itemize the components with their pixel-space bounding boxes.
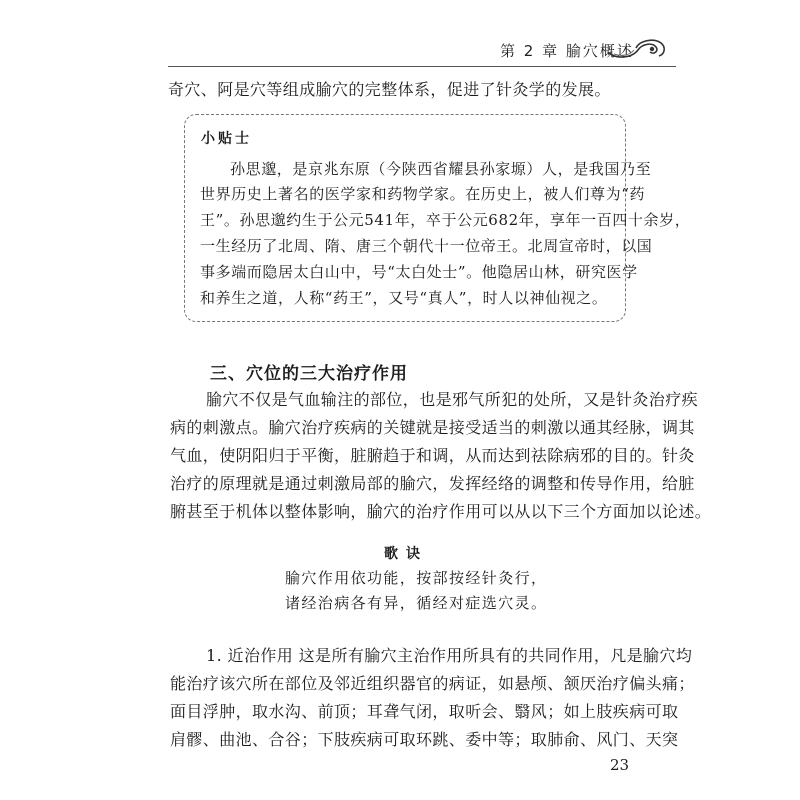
page-number: 23 bbox=[610, 756, 630, 774]
paragraph-line: 腧穴不仅是气血输注的部位，也是邪气所犯的处所，又是针灸治疗疾 bbox=[206, 390, 699, 409]
paragraph-line: 气血，使阴阳归于平衡，脏腑趋于和调，从而达到祛除病邪的目的。针灸 bbox=[170, 446, 695, 465]
verse-line: 腧穴作用依功能，按部按经针灸行， bbox=[285, 569, 548, 587]
item-line: 肩髎、曲池、合谷；下肢疾病可取环跳、委中等；取肺俞、风门、天突 bbox=[170, 730, 679, 749]
intro-line: 奇穴、阿是穴等组成腧穴的完整体系，促进了针灸学的发展。 bbox=[168, 80, 611, 99]
tip-line: 孙思邈，是京兆东原（今陕西省耀县孙家塬）人，是我国乃至 bbox=[230, 160, 652, 178]
tip-line: 世界历史上著名的医学家和药物学家。在历史上，被人们尊为“药 bbox=[200, 185, 646, 203]
header-divider bbox=[168, 66, 676, 67]
verse-line: 诸经治病各有异，循经对症选穴灵。 bbox=[285, 594, 548, 612]
tip-line: 事多端而隐居太白山中，号“太白处士”。他隐居山林，研究医学 bbox=[200, 263, 638, 281]
verse-title: 歌诀 bbox=[384, 546, 428, 562]
paragraph-line: 病的刺激点。腧穴治疗疾病的关键就是接受适当的刺激以通其经脉，调其 bbox=[170, 418, 695, 437]
tip-line: 和养生之道，人称“药王”，又号“真人”，时人以神仙视之。 bbox=[200, 289, 608, 307]
cloud-ornament-icon bbox=[606, 36, 668, 62]
tip-line: 王”。孙思邈约生于公元541年，卒于公元682年，享年一百四十余岁， bbox=[200, 211, 691, 229]
tip-line: 一生经历了北周、隋、唐三个朝代十一位帝王。北周宣帝时，以国 bbox=[200, 237, 653, 255]
chapter-header: 第 2 章 腧穴概述 bbox=[500, 42, 634, 60]
paragraph-line: 腑甚至于机体以整体影响，腧穴的治疗作用可以从以下三个方面加以论述。 bbox=[170, 502, 712, 521]
item-line: 能治疗该穴所在部位及邻近组织器官的病证，如悬颅、颔厌治疗偏头痛； bbox=[170, 674, 695, 693]
paragraph-line: 治疗的原理就是通过刺激局部的腧穴，发挥经络的调整和传导作用，给脏 bbox=[170, 474, 695, 493]
item-line: 1. 近治作用 这是所有腧穴主治作用所具有的共同作用，凡是腧穴均 bbox=[206, 646, 693, 665]
item-line: 面目浮肿，取水沟、前顶；耳聋气闭，取听会、翳风；如上肢疾病可取 bbox=[170, 702, 679, 721]
section-heading: 三、穴位的三大治疗作用 bbox=[210, 364, 408, 384]
tip-title: 小贴士 bbox=[201, 131, 252, 147]
